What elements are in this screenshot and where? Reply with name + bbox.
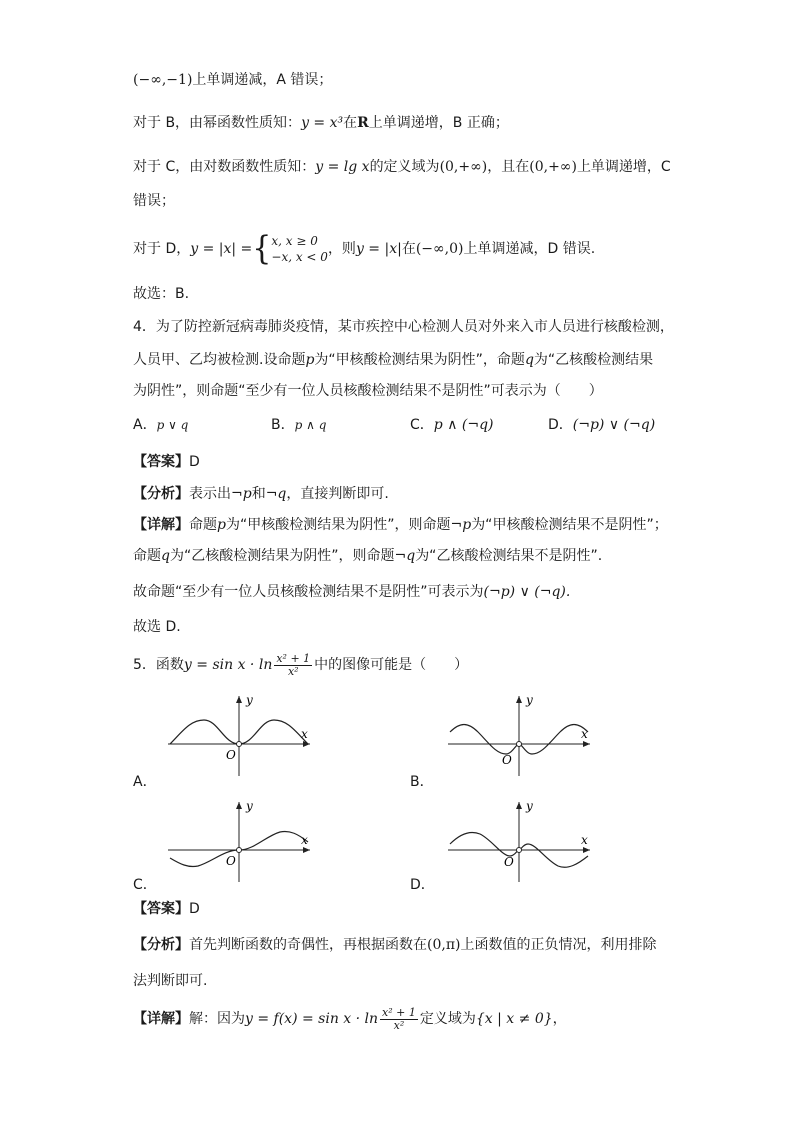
text-line bbox=[133, 157, 671, 177]
answer-tag: 【答案】 bbox=[133, 901, 189, 917]
analysis-tag: 【分析】 bbox=[133, 937, 189, 953]
case-1: x, x ≥ 0 bbox=[271, 234, 318, 248]
conclusion-line bbox=[133, 582, 570, 602]
graph-b[interactable] bbox=[440, 692, 595, 777]
option-c[interactable] bbox=[410, 415, 494, 435]
text: ，则 bbox=[327, 241, 356, 257]
x-arrow-icon bbox=[583, 847, 590, 853]
text: 在 bbox=[343, 115, 358, 131]
math-func: y = x³ bbox=[301, 115, 344, 131]
text: 为“甲核酸检测结果为阴性”，则命题 bbox=[225, 517, 451, 533]
answer-value: D bbox=[189, 901, 200, 917]
y-arrow-icon bbox=[516, 802, 522, 809]
option-letter: A． bbox=[133, 417, 157, 433]
text: 为“乙核酸检测结果为阴性”，则命题 bbox=[169, 548, 395, 564]
text-line: 为阴性”，则命题“至少有一位人员核酸检测结果不是阴性”可表示为（ ） bbox=[133, 383, 603, 399]
hole bbox=[237, 742, 242, 747]
text: ，直接判断即可. bbox=[286, 486, 389, 502]
option-expr: p ∧ (¬q) bbox=[433, 417, 494, 433]
option-letter: D． bbox=[548, 417, 573, 433]
math-q: q bbox=[524, 352, 534, 368]
text: 对于 D， bbox=[133, 241, 191, 257]
fraction-den: x² bbox=[393, 1018, 405, 1032]
option-expr: p ∧ q bbox=[294, 418, 327, 432]
math-interval: (0,π) bbox=[427, 937, 461, 953]
text: 为“乙核酸检测结果不是阴性”. bbox=[415, 548, 603, 564]
option-d[interactable] bbox=[548, 415, 655, 435]
x-arrow-icon bbox=[583, 741, 590, 747]
text: 对于 C，由对数函数性质知： bbox=[133, 159, 316, 175]
math-p: p bbox=[217, 517, 226, 533]
text: 的定义域为 bbox=[369, 159, 440, 175]
answer-line bbox=[133, 899, 200, 919]
answer-tag: 【答案】 bbox=[133, 454, 189, 470]
text: 5．函数 bbox=[133, 657, 184, 673]
text: 首先判断函数的奇偶性，再根据函数在 bbox=[189, 937, 427, 953]
math-interval: (0,+∞) bbox=[529, 159, 577, 175]
text: 上单调递增，C bbox=[576, 159, 671, 175]
text-line bbox=[133, 70, 332, 90]
option-letter: C． bbox=[410, 417, 434, 433]
origin-label: O bbox=[502, 753, 512, 767]
text-line bbox=[133, 191, 175, 211]
graph-a[interactable] bbox=[160, 692, 315, 777]
text-line bbox=[133, 350, 653, 370]
option-d-label: D． bbox=[410, 877, 435, 893]
y-label: y bbox=[526, 693, 533, 707]
option-letter: B． bbox=[271, 417, 295, 433]
text: 表示出 bbox=[189, 486, 231, 502]
origin-label: O bbox=[504, 855, 514, 869]
math-interval: (0,+∞) bbox=[439, 159, 488, 175]
case-2: −x, x < 0 bbox=[271, 250, 328, 264]
x-arrow-icon bbox=[303, 847, 310, 853]
math-func: y = lg x bbox=[315, 159, 370, 175]
fraction bbox=[380, 1007, 418, 1032]
hole bbox=[517, 848, 522, 853]
math-q: q bbox=[161, 548, 170, 564]
y-label: y bbox=[246, 693, 253, 707]
math-p: p bbox=[305, 352, 315, 368]
x-label: x bbox=[581, 727, 588, 741]
answer-line bbox=[133, 452, 200, 472]
text: 中的图像可能是（ ） bbox=[314, 657, 469, 673]
text-line: 故选 D. bbox=[133, 619, 181, 635]
origin-label: O bbox=[226, 748, 236, 762]
hole bbox=[517, 742, 522, 747]
option-a-label: A． bbox=[133, 774, 157, 790]
math-func: y = f(x) = sin x · ln bbox=[245, 1011, 379, 1027]
detail-line bbox=[133, 546, 602, 566]
option-b-label: B． bbox=[410, 774, 434, 790]
text: 在 bbox=[401, 241, 416, 257]
text: 命题 bbox=[189, 517, 217, 533]
math-func: y = sin x · ln bbox=[183, 657, 273, 673]
analysis-tag: 【分析】 bbox=[133, 486, 189, 502]
text: 解：因为 bbox=[189, 1011, 245, 1027]
math-interval: (−∞,−1) bbox=[133, 72, 193, 88]
graph-c[interactable] bbox=[160, 798, 315, 883]
math-R: R bbox=[357, 115, 369, 131]
analysis-line bbox=[133, 484, 389, 504]
math-interval: (−∞,0) bbox=[415, 241, 464, 257]
detail-line bbox=[133, 515, 668, 535]
y-arrow-icon bbox=[236, 696, 242, 703]
y-label: y bbox=[246, 799, 253, 813]
fraction-num: x² + 1 bbox=[276, 651, 311, 665]
option-a[interactable] bbox=[133, 415, 188, 435]
hole bbox=[237, 848, 242, 853]
math-not-q: ¬q bbox=[394, 548, 416, 564]
origin-label: O bbox=[226, 854, 236, 868]
detail-line bbox=[133, 1004, 567, 1034]
y-arrow-icon bbox=[236, 802, 242, 809]
y-label: y bbox=[526, 799, 533, 813]
math-not-q: ¬q bbox=[265, 486, 287, 502]
graph-d[interactable] bbox=[440, 798, 595, 883]
x-label: x bbox=[581, 833, 588, 847]
x-label: x bbox=[301, 833, 308, 847]
question-5-stem bbox=[133, 650, 468, 680]
option-expr: p ∨ q bbox=[156, 418, 189, 432]
text: ， bbox=[552, 1011, 567, 1027]
math-not-p: ¬p bbox=[231, 486, 252, 502]
text: ，且在 bbox=[487, 159, 530, 175]
text: 定义域为 bbox=[419, 1011, 476, 1027]
x-label: x bbox=[301, 727, 308, 741]
text: 对于 B，由幂函数性质知： bbox=[133, 115, 302, 131]
fraction-den: x² bbox=[287, 664, 299, 678]
math-not-p: ¬p bbox=[450, 517, 472, 533]
text-line bbox=[133, 113, 509, 133]
detail-tag: 【详解】 bbox=[133, 517, 189, 533]
answer-value: D bbox=[189, 454, 200, 470]
text: 故命题“至少有一位人员核酸检测结果不是阴性”可表示为 bbox=[133, 584, 484, 600]
question-4-stem: 4．为了防控新冠病毒肺炎疫情，某市疾控中心检测人员对外来入市人员进行核酸检测， bbox=[133, 319, 674, 335]
option-c-label: C． bbox=[133, 877, 157, 893]
text: 上函数值的正负情况，利用排除 bbox=[460, 937, 657, 953]
analysis-line bbox=[133, 935, 656, 955]
detail-tag: 【详解】 bbox=[133, 1011, 189, 1027]
math-func: y = |x| bbox=[355, 241, 402, 257]
fraction-num: x² + 1 bbox=[382, 1005, 416, 1019]
text-line: 法判断即可. bbox=[133, 973, 208, 989]
text-line bbox=[133, 229, 596, 268]
math-func: y = |x| = bbox=[190, 241, 253, 257]
text: 为“甲核酸检测结果为阴性”，命题 bbox=[314, 352, 525, 368]
brace-icon: { bbox=[252, 229, 272, 268]
text: 人员甲、乙均被检测.设命题 bbox=[133, 352, 306, 368]
fraction bbox=[274, 653, 312, 678]
math-expr: (¬p) ∨ (¬q). bbox=[483, 584, 571, 600]
text: 命题 bbox=[133, 548, 161, 564]
text: 为“乙核酸检测结果 bbox=[533, 352, 654, 368]
text: 上单调递减，D 错误. bbox=[463, 241, 596, 257]
text: 上单调递减，A 错误； bbox=[192, 72, 333, 88]
text-line: 故选：B. bbox=[133, 286, 190, 302]
cases bbox=[271, 233, 328, 265]
text: 和 bbox=[251, 486, 266, 502]
text: 上单调递增，B 正确； bbox=[368, 115, 509, 131]
text: 错误； bbox=[133, 193, 175, 209]
math-domain: {x | x ≠ 0} bbox=[475, 1011, 553, 1027]
option-b[interactable] bbox=[271, 415, 326, 435]
text: 为“甲核酸检测结果不是阴性”； bbox=[471, 517, 668, 533]
y-arrow-icon bbox=[516, 696, 522, 703]
option-expr: (¬p) ∨ (¬q) bbox=[572, 417, 656, 433]
